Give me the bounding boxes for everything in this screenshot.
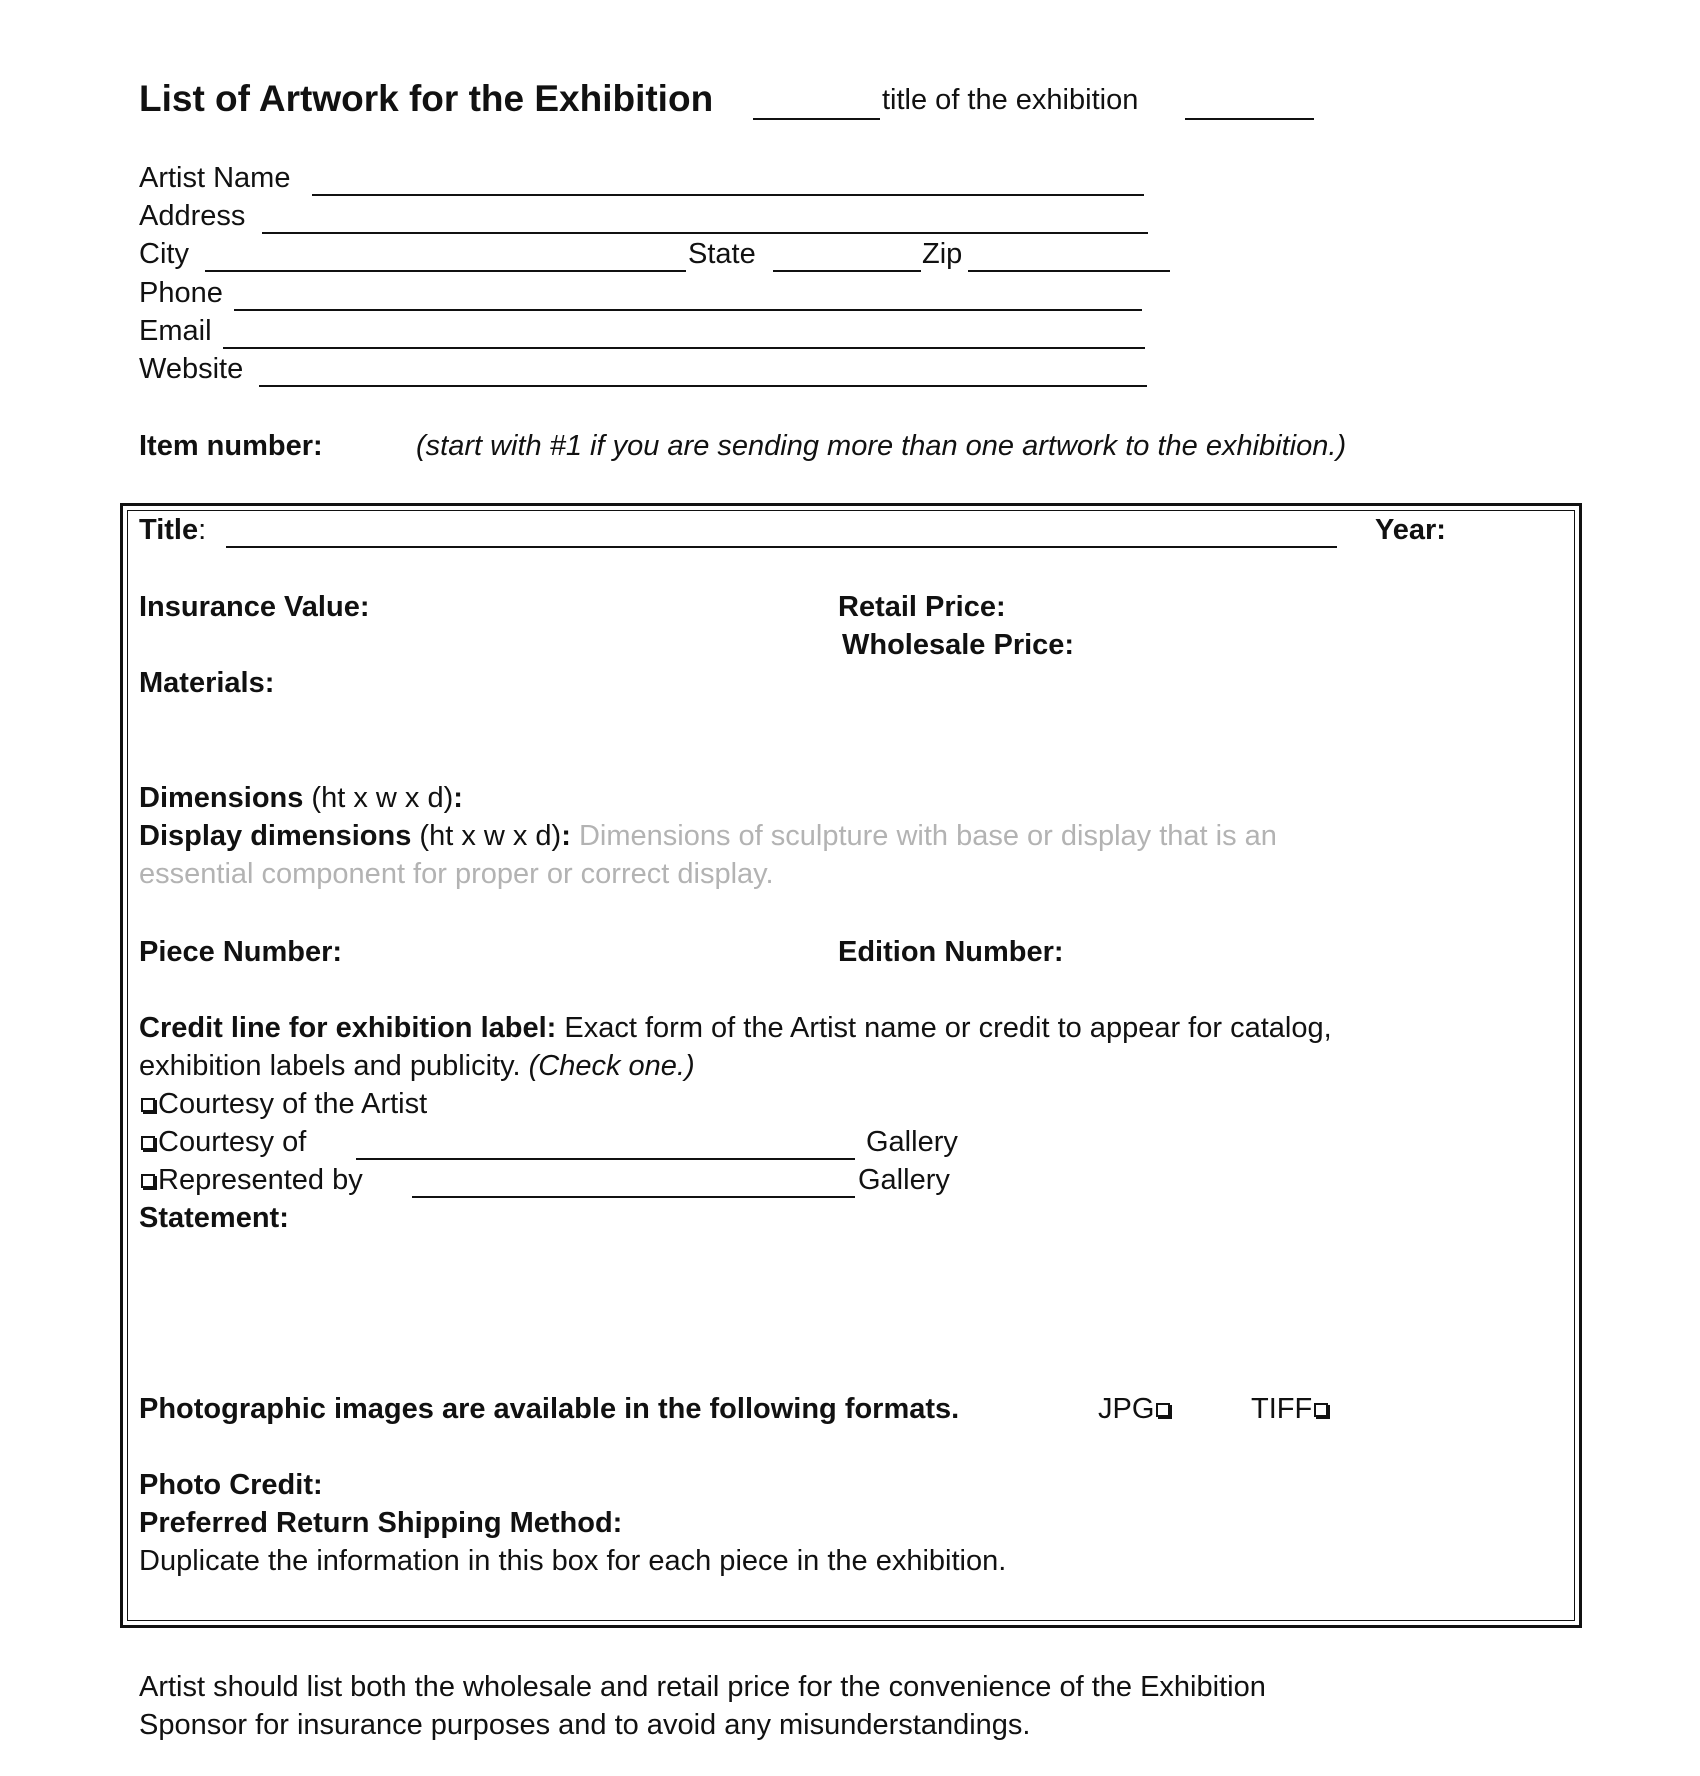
represented-gallery-field[interactable] bbox=[412, 1196, 855, 1198]
artist-name-label: Artist Name bbox=[139, 162, 291, 194]
retail-price-label: Retail Price: bbox=[838, 591, 1006, 623]
credit-option-artist-label: Courtesy of the Artist bbox=[158, 1088, 428, 1120]
dimensions-colon: : bbox=[453, 782, 463, 814]
footer-note-line-2: Sponsor for insurance purposes and to avoid any misunderstandings. bbox=[139, 1709, 1031, 1741]
dimensions-row bbox=[139, 779, 463, 817]
courtesy-gallery-field[interactable] bbox=[356, 1158, 855, 1160]
page-title: List of Artwork for the Exhibition bbox=[139, 78, 714, 119]
title-field[interactable] bbox=[226, 546, 1337, 548]
insurance-value-label: Insurance Value: bbox=[139, 591, 370, 623]
address-label: Address bbox=[139, 200, 246, 232]
email-label: Email bbox=[139, 315, 212, 347]
display-dimensions-row bbox=[139, 817, 1277, 855]
zip-label: Zip bbox=[922, 238, 963, 270]
credit-option-represented[interactable] bbox=[139, 1161, 363, 1199]
display-dimensions-unit: (ht x w x d) bbox=[411, 820, 562, 852]
duplicate-note: Duplicate the information in this box for each piece in the exhibition. bbox=[139, 1545, 1007, 1577]
title-colon: : bbox=[198, 514, 207, 546]
footer-note-line-1: Artist should list both the wholesale and retail price for the convenience of the Exhibition bbox=[139, 1671, 1266, 1703]
title-label-row bbox=[139, 511, 206, 549]
photo-formats-label: Photographic images are available in the following formats. bbox=[139, 1393, 960, 1425]
website-label: Website bbox=[139, 353, 244, 385]
display-dimensions-hint: Dimensions of sculpture with base or display that is an bbox=[570, 820, 1277, 852]
exhibition-title-blank-right[interactable] bbox=[1185, 118, 1314, 120]
credit-line-row-2 bbox=[139, 1047, 695, 1085]
zip-field[interactable] bbox=[968, 270, 1170, 272]
credit-option-artist[interactable] bbox=[139, 1085, 427, 1123]
materials-label: Materials: bbox=[139, 667, 275, 699]
display-dimensions-hint-cont: essential component for proper or correct display. bbox=[139, 858, 774, 890]
phone-field[interactable] bbox=[234, 309, 1142, 311]
year-label: Year: bbox=[1375, 514, 1446, 546]
statement-label: Statement: bbox=[139, 1202, 289, 1234]
checkbox-icon[interactable] bbox=[141, 1136, 155, 1150]
credit-option-courtesy-label: Courtesy of bbox=[158, 1126, 307, 1158]
checkbox-icon[interactable] bbox=[141, 1174, 155, 1188]
wholesale-price-label: Wholesale Price: bbox=[842, 629, 1075, 661]
checkbox-icon[interactable] bbox=[141, 1098, 155, 1112]
credit-option-represented-label: Represented by bbox=[158, 1164, 363, 1196]
website-field[interactable] bbox=[259, 385, 1147, 387]
courtesy-gallery-suffix: Gallery bbox=[866, 1126, 958, 1158]
exhibition-title-blank-left[interactable] bbox=[753, 118, 880, 120]
city-field[interactable] bbox=[205, 270, 686, 272]
format-jpg-label: JPG bbox=[1098, 1393, 1155, 1425]
exhibition-title-label: title of the exhibition bbox=[882, 84, 1139, 116]
dimensions-unit: (ht x w x d) bbox=[303, 782, 454, 814]
dimensions-label: Dimensions bbox=[139, 782, 304, 814]
phone-label: Phone bbox=[139, 277, 223, 309]
format-tiff-label: TIFF bbox=[1251, 1393, 1313, 1425]
credit-line-row bbox=[139, 1009, 1332, 1047]
format-jpg[interactable] bbox=[1098, 1390, 1173, 1428]
edition-number-label: Edition Number: bbox=[838, 936, 1064, 968]
credit-line-label: Credit line for exhibition label: bbox=[139, 1012, 557, 1044]
format-tiff[interactable] bbox=[1251, 1390, 1331, 1428]
check-one-note: (Check one.) bbox=[528, 1050, 695, 1082]
credit-option-courtesy[interactable] bbox=[139, 1123, 306, 1161]
artist-name-field[interactable] bbox=[312, 194, 1144, 196]
checkbox-icon[interactable] bbox=[1314, 1403, 1328, 1417]
email-field[interactable] bbox=[223, 347, 1145, 349]
title-label: Title bbox=[139, 514, 199, 546]
credit-line-text-cont: exhibition labels and publicity. bbox=[139, 1050, 529, 1082]
piece-number-label: Piece Number: bbox=[139, 936, 343, 968]
photo-credit-label: Photo Credit: bbox=[139, 1469, 323, 1501]
display-dimensions-colon: : bbox=[561, 820, 571, 852]
address-field[interactable] bbox=[262, 232, 1148, 234]
item-number-note: (start with #1 if you are sending more than one artwork to the exhibition.) bbox=[416, 430, 1347, 462]
return-shipping-label: Preferred Return Shipping Method: bbox=[139, 1507, 623, 1539]
credit-line-text: Exact form of the Artist name or credit to appear for catalog, bbox=[556, 1012, 1332, 1044]
display-dimensions-label: Display dimensions bbox=[139, 820, 412, 852]
represented-gallery-suffix: Gallery bbox=[858, 1164, 950, 1196]
item-number-label: Item number: bbox=[139, 430, 323, 462]
checkbox-icon[interactable] bbox=[1156, 1403, 1170, 1417]
city-label: City bbox=[139, 238, 189, 270]
state-label: State bbox=[688, 238, 756, 270]
state-field[interactable] bbox=[773, 270, 921, 272]
